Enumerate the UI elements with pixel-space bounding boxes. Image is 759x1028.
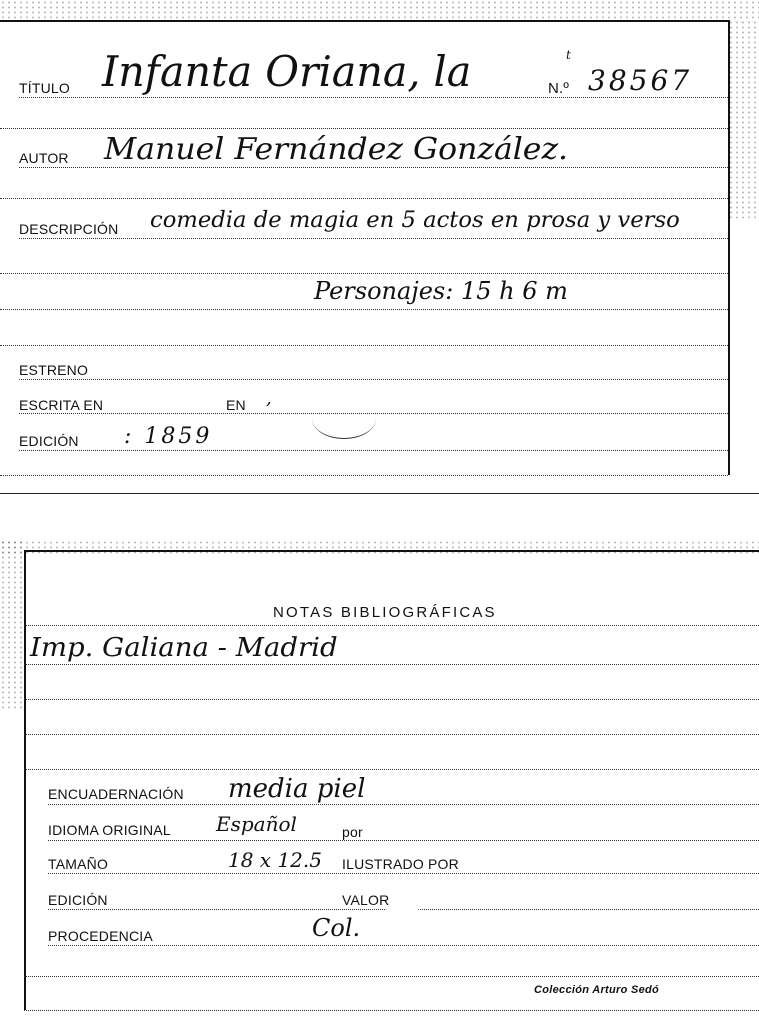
scan-noise-top — [0, 0, 759, 22]
notas-value: Imp. Galiana - Madrid — [30, 633, 338, 663]
ruled-line — [0, 345, 728, 346]
estreno-label: ESTRENO — [19, 362, 89, 378]
ruled-line — [0, 128, 728, 129]
ruled-line — [24, 664, 759, 665]
ruled-line — [24, 1010, 759, 1011]
encuadernacion-line — [48, 804, 759, 805]
scan-noise-right — [728, 20, 759, 220]
edicion-label: EDICIÓN — [19, 433, 79, 449]
numero-label: N.º — [548, 80, 570, 97]
escrita-en-label: ESCRITA EN — [19, 397, 104, 413]
idioma-value: Español — [216, 812, 297, 836]
tamano-label: TAMAÑO — [48, 856, 109, 872]
autor-line — [19, 167, 728, 168]
encuadernacion-value: media piel — [228, 774, 366, 804]
procedencia-line — [48, 945, 759, 946]
titulo-label: TÍTULO — [19, 80, 70, 96]
estreno-line — [19, 379, 728, 380]
card-right-border — [728, 20, 730, 475]
procedencia-value: Col. — [312, 914, 361, 942]
descripcion-line — [19, 238, 728, 239]
ink-smudge — [312, 398, 376, 439]
card-left-border — [24, 550, 26, 1010]
personajes-value: Personajes: 15 h 6 m — [314, 277, 568, 305]
ruled-line — [24, 625, 759, 626]
titulo-line — [19, 97, 728, 98]
tamano-line — [48, 873, 759, 874]
catalog-card-top — [0, 0, 759, 495]
scan-noise-left — [0, 540, 24, 710]
numero-value: 38567 — [588, 64, 693, 97]
ruled-line — [24, 769, 759, 770]
en-label: EN — [226, 397, 246, 413]
autor-label: AUTOR — [19, 150, 69, 166]
tamano-value: 18 x 12.5 — [228, 848, 322, 872]
ruled-line — [0, 475, 728, 476]
valor-label: VALOR — [342, 892, 390, 908]
encuadernacion-label: ENCUADERNACIÓN — [48, 786, 184, 802]
procedencia-label: PROCEDENCIA — [48, 928, 153, 944]
coleccion-footer: Colección Arturo Sedó — [534, 984, 660, 996]
catalog-card-bottom — [0, 540, 759, 1028]
edicion-line — [19, 450, 728, 451]
card-top-border — [0, 20, 730, 22]
idioma-line — [48, 840, 759, 841]
descripcion-value: comedia de magia en 5 actos en prosa y verso — [150, 208, 680, 233]
ruled-line — [0, 309, 728, 310]
notas-heading: NOTAS BIBLIOGRÁFICAS — [273, 604, 497, 621]
por-label: por — [342, 824, 363, 840]
ruled-line — [24, 734, 759, 735]
titulo-value: Infanta Oriana, la — [102, 47, 472, 96]
redaction-blot — [366, 906, 438, 972]
card-top-border — [24, 550, 759, 552]
edicion-label: EDICIÓN — [48, 892, 108, 908]
ruled-line — [0, 198, 728, 199]
edicion-value: : 1859 — [124, 424, 213, 449]
ruled-line — [24, 976, 759, 977]
ilustrado-label: ILUSTRADO POR — [342, 856, 459, 872]
numero-superscript: t — [566, 48, 571, 62]
autor-value: Manuel Fernández González. — [104, 132, 569, 167]
card-bottom-edge — [0, 493, 759, 494]
descripcion-label: DESCRIPCIÓN — [19, 221, 119, 237]
ruled-line — [24, 699, 759, 700]
escrita-en-value: , — [266, 388, 272, 409]
ruled-line — [0, 273, 728, 274]
idioma-label: IDIOMA ORIGINAL — [48, 822, 171, 838]
